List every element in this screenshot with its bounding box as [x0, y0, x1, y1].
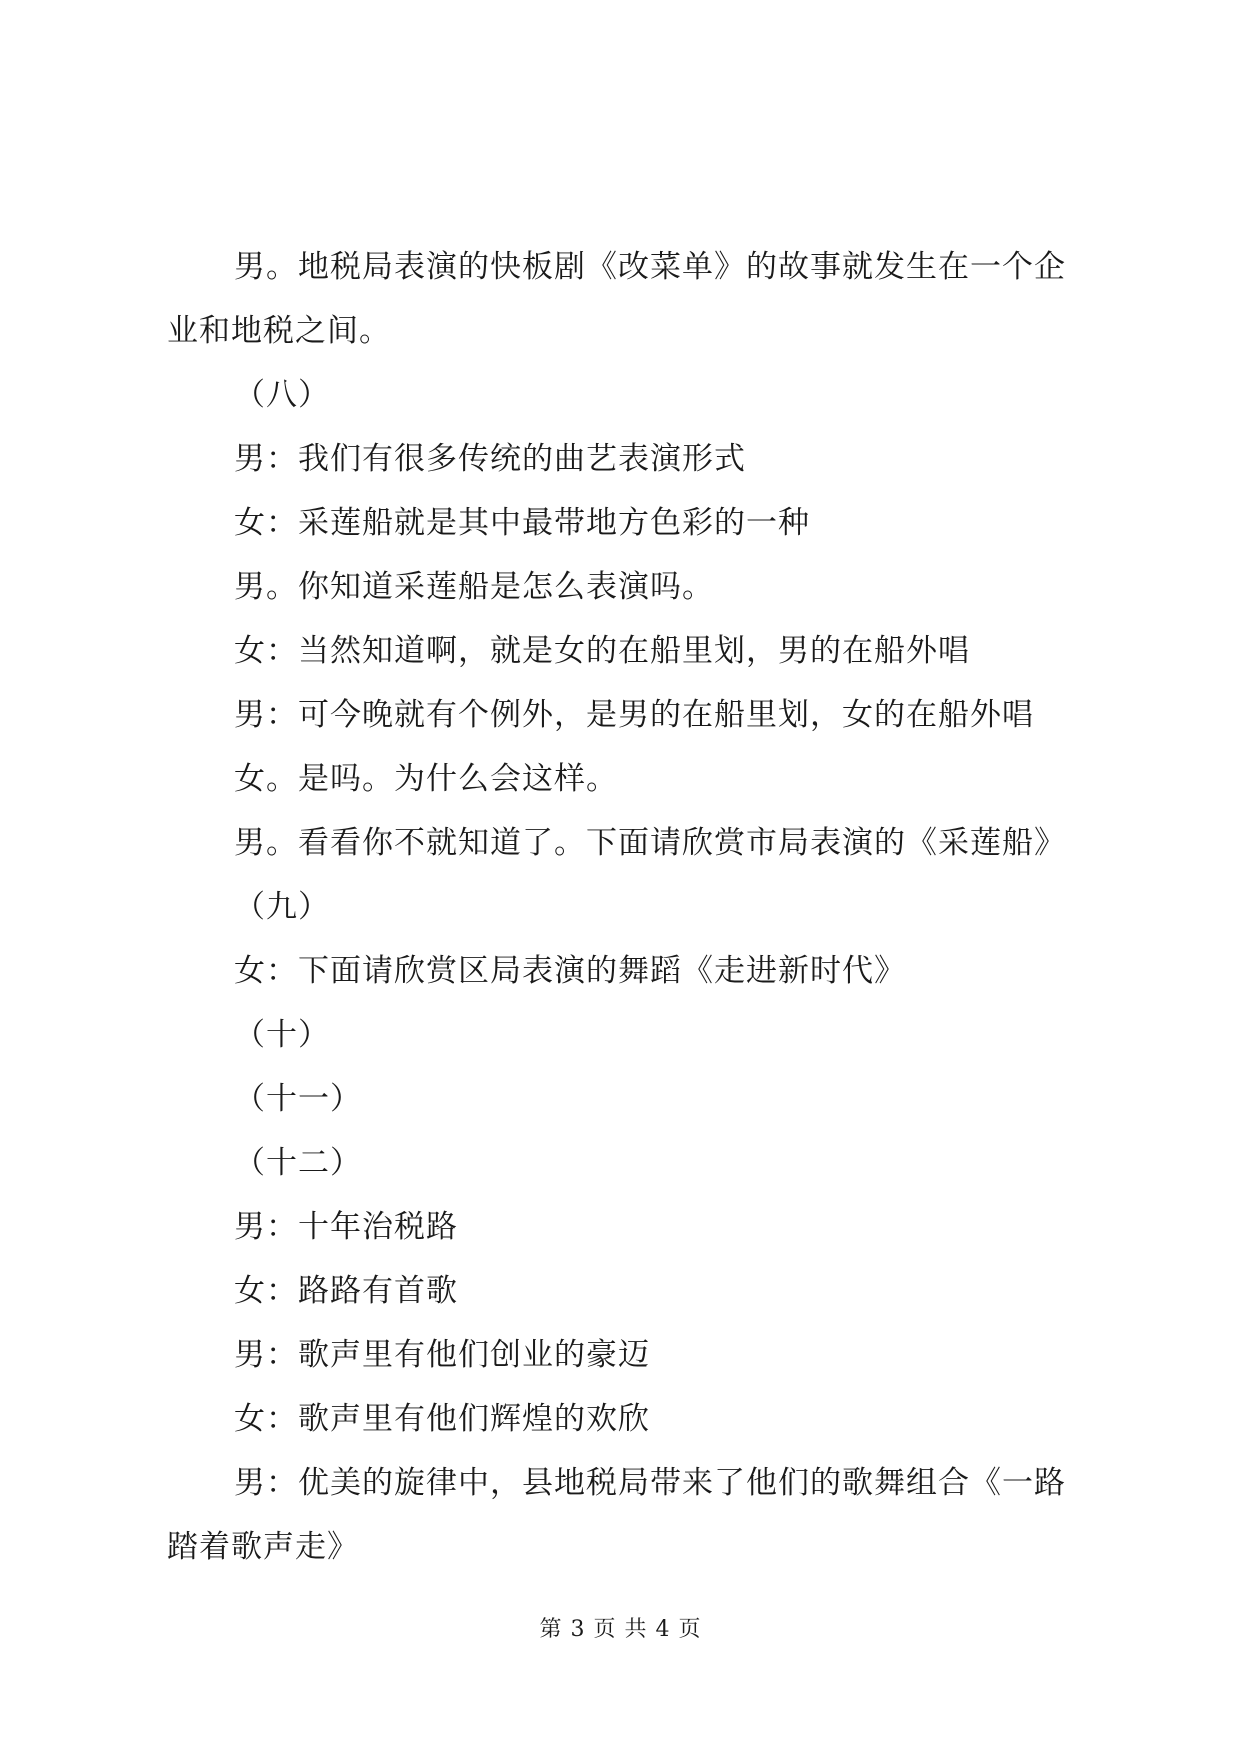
page-number-footer: 第 3 页 共 4 页 — [539, 1617, 702, 1642]
paragraph-line: 男。地税局表演的快板剧《改菜单》的故事就发生在一个企 — [234, 249, 1066, 285]
dialogue-line: 女。是吗。为什么会这样。 — [234, 761, 618, 797]
paragraph-line: 业和地税之间。 — [167, 313, 391, 349]
dialogue-line: 女：下面请欣赏区局表演的舞蹈《走进新时代》 — [234, 953, 906, 989]
dialogue-line: 男。看看你不就知道了。下面请欣赏市局表演的《采莲船》 — [234, 825, 1066, 861]
dialogue-line: 女：采莲船就是其中最带地方色彩的一种 — [234, 505, 810, 541]
section-heading: （十） — [234, 1017, 330, 1053]
dialogue-line: 男。你知道采莲船是怎么表演吗。 — [234, 569, 714, 605]
section-heading: （八） — [234, 377, 330, 413]
dialogue-line: 男：歌声里有他们创业的豪迈 — [234, 1337, 650, 1373]
dialogue-line: 男：可今晚就有个例外，是男的在船里划，女的在船外唱 — [234, 697, 1034, 733]
dialogue-line: 男：十年治税路 — [234, 1209, 458, 1245]
dialogue-line: 男：我们有很多传统的曲艺表演形式 — [234, 441, 746, 477]
dialogue-line: 女：当然知道啊，就是女的在船里划，男的在船外唱 — [234, 633, 970, 669]
section-heading: （九） — [234, 889, 330, 925]
section-heading: （十二） — [234, 1145, 362, 1181]
paragraph-line: 踏着歌声走》 — [167, 1529, 359, 1565]
dialogue-line: 女：歌声里有他们辉煌的欢欣 — [234, 1401, 650, 1437]
section-heading: （十一） — [234, 1081, 362, 1117]
document-body — [167, 235, 1097, 1579]
dialogue-line: 男：优美的旋律中，县地税局带来了他们的歌舞组合《一路 — [234, 1465, 1066, 1501]
dialogue-line: 女：路路有首歌 — [234, 1273, 458, 1309]
